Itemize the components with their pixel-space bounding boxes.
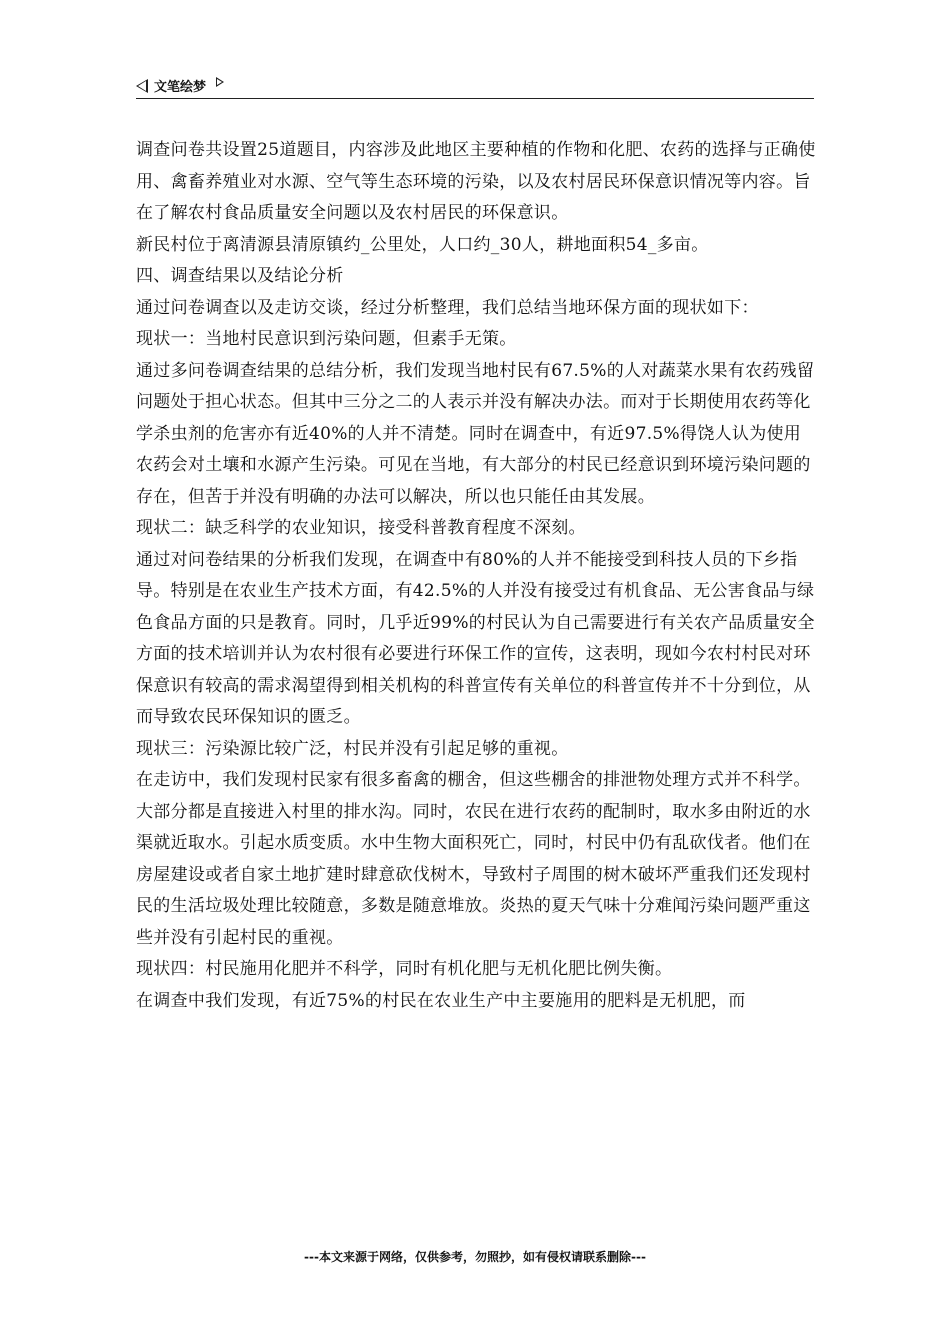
header-brand	[136, 76, 224, 95]
status-heading-1: 现状一：当地村民意识到污染问题，但素手无策。	[136, 329, 517, 349]
status-heading-4: 现状四：村民施用化肥并不科学，同时有机化肥与无机化肥比例失衡。	[136, 959, 673, 979]
page-footer: ---本文来源于网络，仅供参考，勿照抄，如有侵权请联系删除---	[304, 1250, 646, 1264]
triangle-right-icon	[216, 77, 224, 87]
paragraph-status-3: 在走访中，我们发现村民家有很多畜禽的棚舍，但这些棚舍的排泄物处理方式并不科学。大部分都是直接进入村里的排水沟。同时，农民在进行农药的配制时，取水多由附近的水渠就近取水。引起水质变质。水中生物大面积死亡，同时，村民中仍有乱砍伐者。他们在房屋建设或者自家土地扩建时肆意砍伐树木，导致村子周围的树木破坏严重我们还发现村民的生活垃圾处理比较随意，多数是随意堆放。炎热的夏天气味十分难闻污染问题严重这些并没有引起村民的重视。	[136, 770, 811, 948]
paragraph-status-4: 在调查中我们发现，有近75%的村民在农业生产中主要施用的肥料是无机肥，而	[136, 990, 746, 1011]
page-header	[136, 72, 814, 99]
status-heading-3: 现状三：污染源比较广泛，村民并没有引起足够的重视。	[136, 738, 569, 759]
paragraph-village-info: 新民村位于离清源县清原镇约_公里处，人口约_30人，耕地面积54_多亩。	[136, 234, 709, 255]
paragraph-summary-intro: 通过问卷调查以及走访交谈，经过分析整理，我们总结当地环保方面的现状如下：	[136, 297, 759, 318]
section-heading-results: 四、调查结果以及结论分析	[136, 266, 344, 286]
status-heading-2: 现状二：缺乏科学的农业知识，接受科普教育程度不深刻。	[136, 518, 586, 538]
paragraph-survey-intro: 调查问卷共设置25道题目，内容涉及此地区主要种植的作物和化肥、农药的选择与正确使用、禽畜养殖业对水源、空气等生态环境的污染，以及农村居民环保意识情况等内容。旨在了解农村食品质量安全问题以及农村居民的环保意识。	[136, 140, 816, 223]
document-body	[136, 135, 816, 1017]
brand-text: 文笔绘梦	[154, 80, 207, 95]
paragraph-status-1: 通过多问卷调查结果的总结分析，我们发现当地村民有67.5%的人对蔬菜水果有农药残留问题处于担心状态。但其中三分之二的人表示并没有解决办法。而对于长期使用农药等化学杀虫剂的危害亦有近40%的人并不清楚。同时在调查中，有近97.5%得饶人认为使用农药会对土壤和水源产生污染。可见在当地，有大部分的村民已经意识到环境污染问题的存在，但苦于并没有明确的办法可以解决，所以也只能任由其发展。	[136, 360, 815, 507]
paragraph-status-2: 通过对问卷结果的分析我们发现，在调查中有80%的人并不能接受到科技人员的下乡指导。特别是在农业生产技术方面，有42.5%的人并没有接受过有机食品、无公害食品与绿色食品方面的只是教育。同时，几乎近99%的村民认为自己需要进行有关农产品质量安全方面的技术培训并认为农村很有必要进行环保工作的宣传，这表明，现如今农村村民对环保意识有较高的需求渴望得到相关机构的科普宣传有关单位的科普宣传并不十分到位，从而导致农民环保知识的匮乏。	[136, 549, 815, 727]
triangle-left-icon	[136, 79, 148, 93]
